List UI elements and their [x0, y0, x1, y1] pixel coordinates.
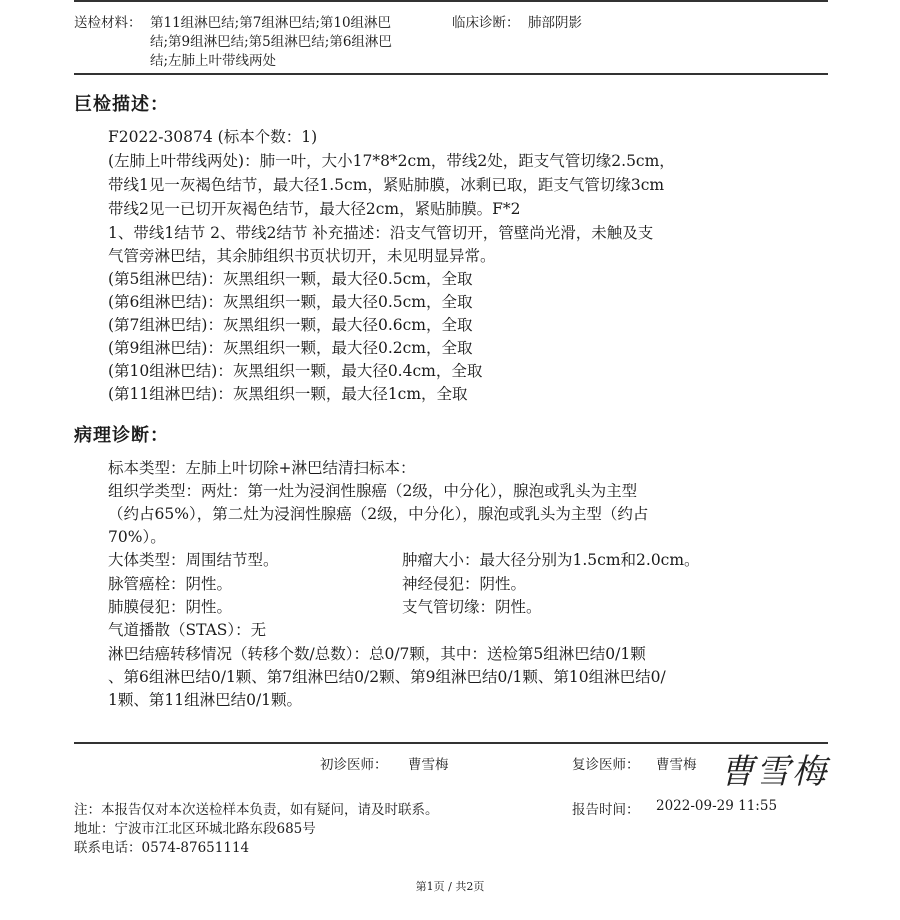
first-doctor-label: 初诊医师：: [320, 757, 388, 773]
vascular-invasion: 脉管癌栓：阴性。: [108, 575, 233, 593]
gross-line: (第9组淋巴结)：灰黑组织一颗，最大径0.2cm，全取: [108, 339, 473, 357]
material-line-1: 第11组淋巴结;第7组淋巴结;第10组淋巴: [150, 15, 392, 31]
diagnosis-heading: 病理诊断：: [74, 425, 169, 446]
material-line-3: 结;左肺上叶带线两处: [150, 53, 277, 69]
material-line-2: 结;第9组淋巴结;第5组淋巴结;第6组淋巴: [150, 34, 392, 50]
neural-invasion: 神经侵犯：阴性。: [402, 575, 527, 593]
bronchial-margin: 支气管切缘：阴性。: [402, 598, 542, 616]
top-rule: [74, 0, 828, 2]
report-time: 2022-09-29 11:55: [656, 798, 778, 814]
gross-line: 带线2见一已切开灰褐色结节，最大径2cm，紧贴肺膜。F*2: [108, 200, 521, 218]
disclaimer-note: 注：本报告仅对本次送检样本负责，如有疑问，请及时联系。: [74, 802, 439, 818]
gross-line: (第7组淋巴结)：灰黑组织一颗，最大径0.6cm，全取: [108, 316, 473, 334]
report-time-label: 报告时间：: [572, 802, 640, 818]
address: 地址：宁波市江北区环城北路东段685号: [74, 821, 316, 837]
first-doctor: 曹雪梅: [408, 757, 449, 773]
doctor-signature: [720, 744, 828, 793]
gross-line: (第10组淋巴结)：灰黑组织一颗，最大径0.4cm，全取: [108, 362, 483, 380]
pleural-invasion: 肺膜侵犯：阴性。: [108, 598, 233, 616]
gross-line: F2022-30874 (标本个数：1): [108, 128, 318, 146]
histology-line-1: 组织学类型：两灶：第一灶为浸润性腺癌（2级，中分化），腺泡或乳头为主型: [108, 482, 638, 500]
stas: 气道播散（STAS）：无: [108, 621, 267, 639]
gross-line: 1、带线1结节 2、带线2结节 补充描述：沿支气管切开，管壁尚光滑，未触及支: [108, 224, 654, 242]
material-label: 送检材料：: [74, 15, 142, 31]
review-doctor: 曹雪梅: [656, 757, 697, 773]
signature-text: 曹雪梅: [720, 752, 828, 792]
phone: 联系电话：0574-87651114: [74, 840, 250, 856]
histology-line-3: 70%）。: [108, 528, 166, 546]
gross-line: (左肺上叶带线两处)：肺一叶，大小17*8*2cm，带线2处，距支气管切缘2.5cm，: [108, 152, 675, 170]
clinical-label: 临床诊断：: [452, 15, 520, 31]
tumor-size: 肿瘤大小：最大径分别为1.5cm和2.0cm。: [402, 551, 700, 569]
lymph-line-1: 淋巴结癌转移情况（转移个数/总数）：总0/7颗，其中：送检第5组淋巴结0/1颗: [108, 645, 646, 663]
gross-heading: 巨检描述：: [74, 94, 169, 115]
clinical-value: 肺部阴影: [528, 15, 582, 31]
histology-line-2: （约占65%），第二灶为浸润性腺癌（2级，中分化），腺泡或乳头为主型（约占: [108, 505, 649, 523]
page-number: 第1页 / 共2页: [415, 880, 485, 893]
review-doctor-label: 复诊医师：: [572, 757, 640, 773]
gross-line: (第11组淋巴结)：灰黑组织一颗，最大径1cm，全取: [108, 385, 468, 403]
lymph-line-2: 、第6组淋巴结0/1颗、第7组淋巴结0/2颗、第9组淋巴结0/1颗、第10组淋巴结0/: [108, 668, 666, 686]
lymph-line-3: 1颗、第11组淋巴结0/1颗。: [108, 691, 303, 709]
gross-line: (第6组淋巴结)：灰黑组织一颗，最大径0.5cm，全取: [108, 293, 473, 311]
footer-rule: [74, 742, 828, 744]
gross-line: 带线1见一灰褐色结节，最大径1.5cm，紧贴肺膜，冰剩已取，距支气管切缘3cm: [108, 176, 665, 194]
header-rule: [74, 73, 828, 75]
specimen-type: 标本类型：左肺上叶切除+淋巴结清扫标本：: [108, 459, 416, 477]
gross-line: 气管旁淋巴结，其余肺组织书页状切开，未见明显异常。: [108, 247, 496, 265]
gross-line: (第5组淋巴结)：灰黑组织一颗，最大径0.5cm，全取: [108, 270, 473, 288]
gross-type: 大体类型：周围结节型。: [108, 551, 279, 569]
